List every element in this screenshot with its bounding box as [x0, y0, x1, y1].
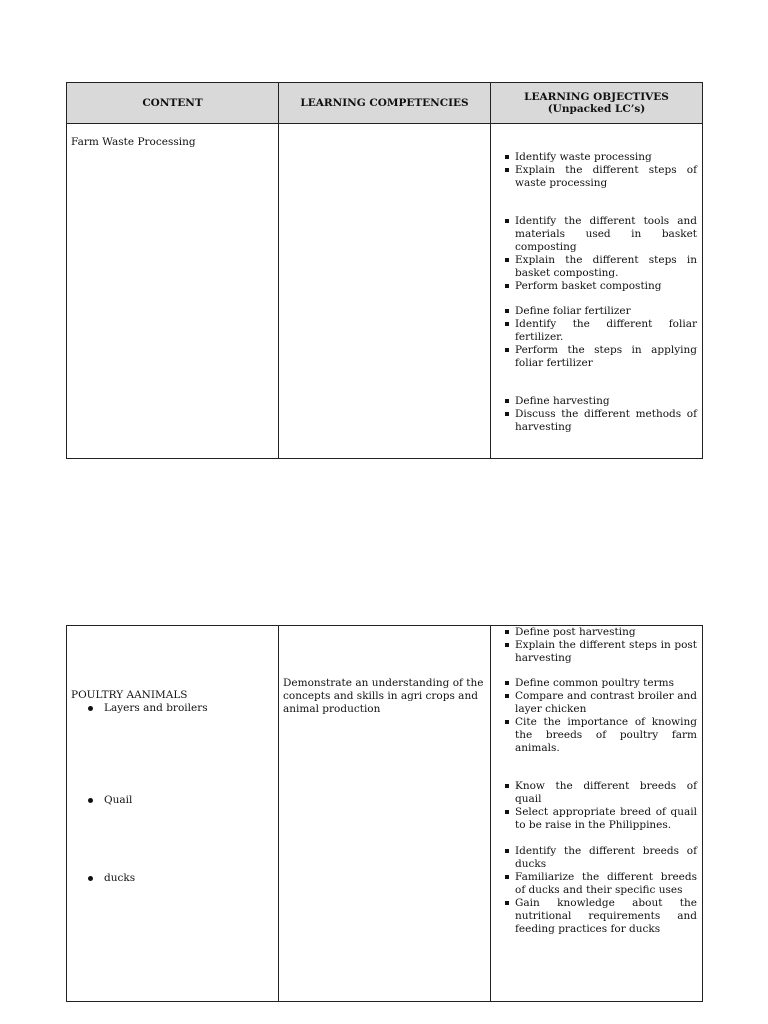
objective-item: Perform the steps in applying foliar fertilizer: [505, 344, 697, 370]
objective-item: Identify the different tools and materials used in basket composting: [505, 215, 697, 254]
objective-group-2: [505, 215, 697, 293]
objective-item: Select appropriate breed of quail to be raise in the Philippines.: [505, 806, 697, 832]
objective-item: Explain the different steps in post harvesting: [505, 639, 697, 665]
objective-item: Define harvesting: [505, 395, 697, 408]
objective-item: Gain knowledge about the nutritional requirements and feeding practices for ducks: [505, 897, 697, 936]
objective-item: Discuss the different methods of harvesting: [505, 408, 697, 434]
objective-item: Identify the different foliar fertilizer.: [505, 318, 697, 344]
competency-cell: [279, 124, 491, 459]
content-item-ducks: ducks: [104, 872, 136, 884]
content-title: POULTRY AANIMALS: [71, 689, 188, 701]
content-item-quail: Quail: [104, 794, 133, 806]
objective-item: Know the different breeds of quail: [505, 780, 697, 806]
header-learning-objectives: [491, 83, 702, 123]
competency-cell: [279, 626, 491, 1001]
objective-group-1: [505, 626, 697, 665]
objective-item: Explain the different steps in basket composting.: [505, 254, 697, 280]
table-row: [67, 626, 702, 1001]
objective-item: Define post harvesting: [505, 626, 697, 639]
content-cell: [67, 626, 279, 1001]
objective-group-3: [505, 305, 697, 370]
objective-group-4: [505, 395, 697, 434]
objective-item: Identify the different breeds of ducks: [505, 845, 697, 871]
content-item-layers-broilers: Layers and broilers: [104, 702, 208, 714]
objective-item: Cite the importance of knowing the breeds of poultry farm animals.: [505, 716, 697, 755]
content-farm-waste: Farm Waste Processing: [71, 136, 196, 148]
table-row: [67, 124, 702, 459]
objective-group-2: [505, 677, 697, 755]
objective-item: Perform basket composting: [505, 280, 697, 293]
objective-item: Compare and contrast broiler and layer chicken: [505, 690, 697, 716]
header-objectives-subtitle: (Unpacked LC’s): [547, 103, 646, 115]
curriculum-table-1: [66, 82, 703, 459]
competency-text: Demonstrate an understanding of the concepts and skills in agri crops and animal production: [283, 677, 484, 715]
objectives-cell: [491, 626, 702, 1001]
header-objectives-title: LEARNING OBJECTIVES: [524, 91, 669, 103]
objective-item: Identify waste processing: [505, 151, 697, 164]
objective-group-1: [505, 151, 697, 190]
content-cell: [67, 124, 279, 459]
objective-group-4: [505, 845, 697, 936]
curriculum-table-2: [66, 625, 703, 1002]
objective-item: Define common poultry terms: [505, 677, 697, 690]
objective-item: Explain the different steps of waste processing: [505, 164, 697, 190]
header-content: CONTENT: [67, 83, 279, 123]
objectives-cell: [491, 124, 702, 459]
header-learning-competencies: LEARNING COMPETENCIES: [279, 83, 491, 123]
objective-group-3: [505, 780, 697, 832]
objective-item: Define foliar fertilizer: [505, 305, 697, 318]
objective-item: Familiarize the different breeds of ducks and their specific uses: [505, 871, 697, 897]
table-header-row: [67, 83, 702, 124]
